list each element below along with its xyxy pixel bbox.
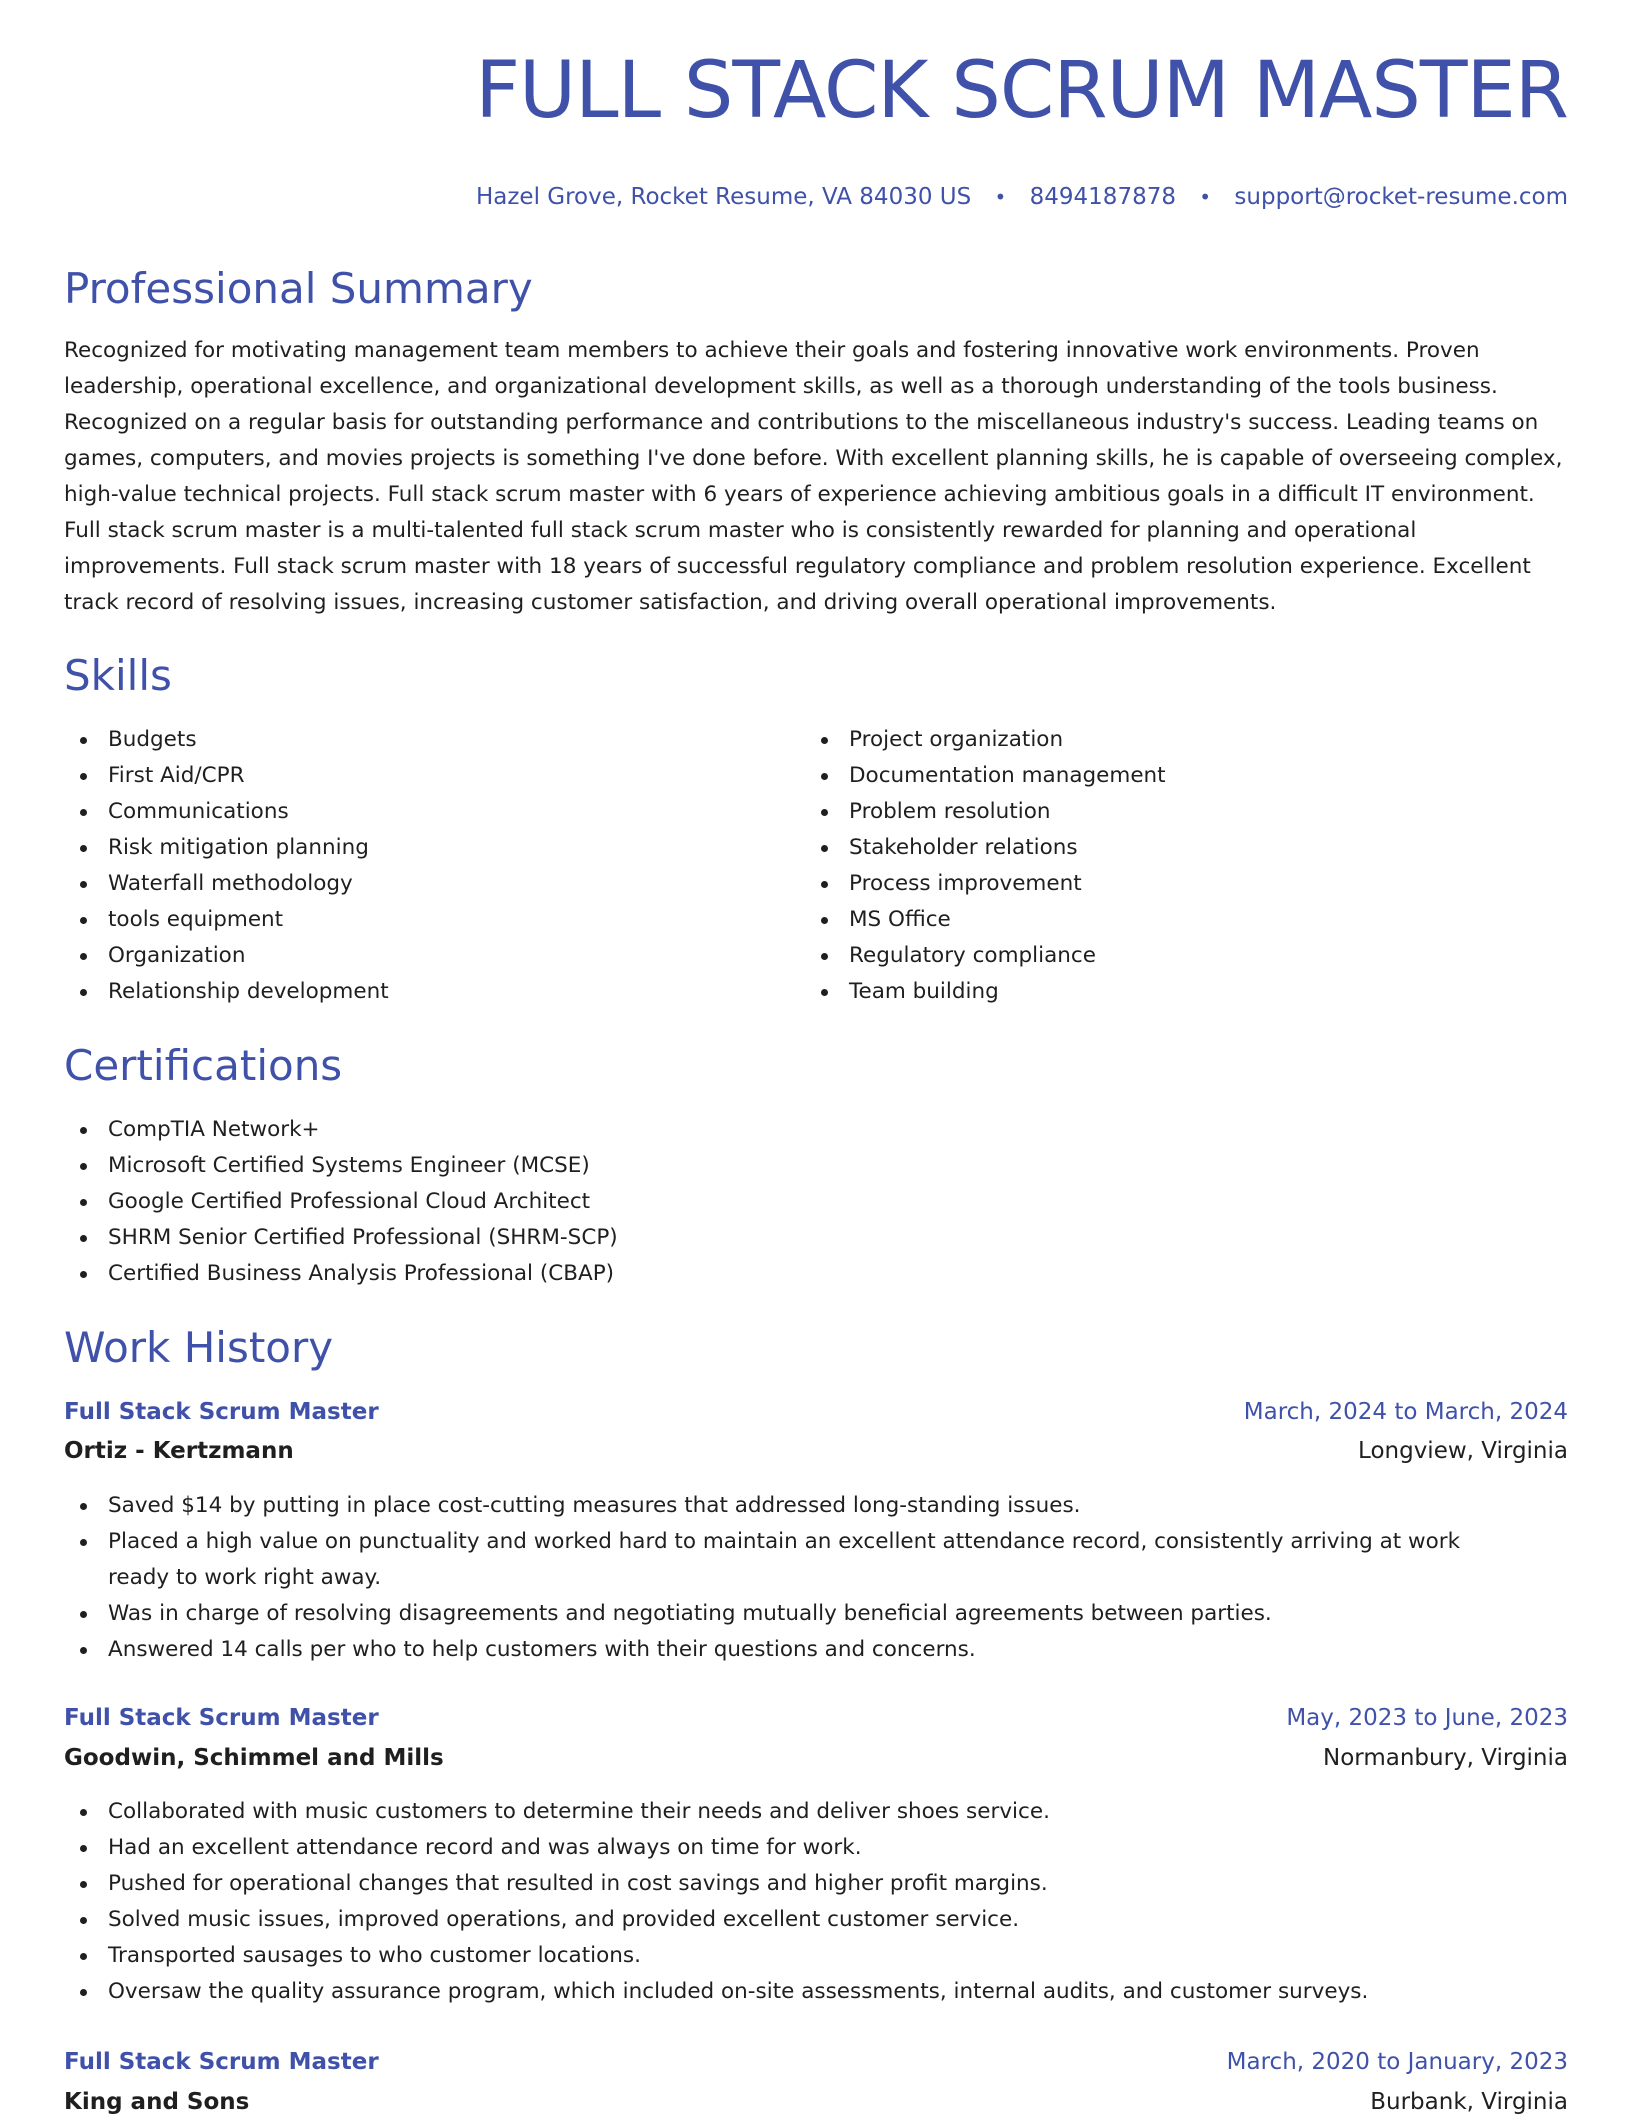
skill-item: Process improvement (805, 866, 1166, 902)
job-title: Full Stack Scrum Master (64, 2049, 379, 2075)
summary-heading: Professional Summary (64, 264, 533, 313)
job-company: Goodwin, Schimmel and Mills (64, 1745, 444, 1771)
certification-item: Microsoft Certified Systems Engineer (MCSE) (64, 1148, 618, 1184)
skill-item: Budgets (64, 722, 389, 758)
skill-item: MS Office (805, 902, 1166, 938)
contact-email: support@rocket-resume.com (1234, 184, 1568, 210)
skill-item: Communications (64, 794, 389, 830)
job-title: Full Stack Scrum Master (64, 1399, 379, 1425)
job-duty-item: Was in charge of resolving disagreements and negotiating mutually beneficial agreements between parties. (64, 1596, 1568, 1632)
job-location: Normanbury, Virginia (1323, 1745, 1568, 1771)
job-duty-item: Saved $14 by putting in place cost-cutting measures that addressed long-standing issues. (64, 1488, 1568, 1524)
job-duty-item: Transported sausages to who customer locations. (64, 1938, 1568, 1974)
certification-item: Google Certified Professional Cloud Architect (64, 1184, 618, 1220)
contact-line (476, 182, 1568, 212)
skill-item: Documentation management (805, 758, 1166, 794)
job-duty-item: Pushed for operational changes that resulted in cost savings and higher profit margins. (64, 1866, 1568, 1902)
job-duty-item: Oversaw the quality assurance program, which included on-site assessments, internal audits, and customer surveys. (64, 1974, 1568, 2010)
skills-heading: Skills (64, 651, 172, 700)
job-dates: March, 2020 to January, 2023 (1226, 2049, 1568, 2075)
job-duty-item: Placed a high value on punctuality and worked hard to maintain an excellent attendance record, consistently arriving at work ready to work right away. (64, 1524, 1568, 1596)
skill-item: First Aid/CPR (64, 758, 389, 794)
contact-separator: • (994, 185, 1007, 209)
contact-phone: 8494187878 (1029, 184, 1176, 210)
skill-item: Waterfall methodology (64, 866, 389, 902)
skills-list-left (64, 722, 389, 1010)
skill-item: Organization (64, 938, 389, 974)
contact-address: Hazel Grove, Rocket Resume, VA 84030 US (475, 184, 972, 210)
job-title: Full Stack Scrum Master (64, 1705, 379, 1731)
job-company: Ortiz - Kertzmann (64, 1438, 294, 1464)
job-company: King and Sons (64, 2089, 250, 2115)
skill-item: Team building (805, 974, 1166, 1010)
skill-item: Risk mitigation planning (64, 830, 389, 866)
skills-list-right (805, 722, 1166, 1010)
contact-separator: • (1199, 185, 1212, 209)
skill-item: Stakeholder relations (805, 830, 1166, 866)
certification-item: Certified Business Analysis Professional (CBAP) (64, 1256, 618, 1292)
certification-item: SHRM Senior Certified Professional (SHRM-SCP) (64, 1220, 618, 1256)
skill-item: Project organization (805, 722, 1166, 758)
job-dates: May, 2023 to June, 2023 (1286, 1705, 1568, 1731)
job-duty-item: Had an excellent attendance record and was always on time for work. (64, 1830, 1568, 1866)
job-dates: March, 2024 to March, 2024 (1243, 1399, 1568, 1425)
job-duty-item: Solved music issues, improved operations, and provided excellent customer service. (64, 1902, 1568, 1938)
skill-item: tools equipment (64, 902, 389, 938)
summary-text: Recognized for motivating management team members to achieve their goals and fostering innovative work environments. Proven leadership, operational excellence, and organizational development skills, as well as a thorough understanding of the tools business. Recognized on a regular basis for outstanding performance and contributions to the miscellaneous industry's success. Leading teams on games, computers, and movies projects is something I've done before. With excellent planning skills, he is capable of overseeing complex, high-value technical projects. Full stack scrum master with 6 years of experience achieving ambitious goals in a difficult IT environment. Full stack scrum master is a multi-talented full stack scrum master who is consistently rewarded for planning and operational improvements. Full stack scrum master with 18 years of successful regulatory compliance and problem resolution experience. Excellent track record of resolving issues, increasing customer satisfaction, and driving overall operational improvements. (64, 338, 1563, 615)
job-duty-item: Collaborated with music customers to determine their needs and deliver shoes service. (64, 1794, 1568, 1830)
skill-item: Relationship development (64, 974, 389, 1010)
certifications-heading: Certifications (64, 1041, 343, 1090)
certifications-list (64, 1112, 618, 1292)
skill-item: Problem resolution (805, 794, 1166, 830)
skill-item: Regulatory compliance (805, 938, 1166, 974)
job-location: Burbank, Virginia (1370, 2089, 1568, 2115)
job-location: Longview, Virginia (1358, 1438, 1568, 1464)
work-history-heading: Work History (64, 1323, 334, 1372)
certification-item: CompTIA Network+ (64, 1112, 618, 1148)
resume-name: FULL STACK SCRUM MASTER (475, 46, 1568, 136)
job-duty-item: Answered 14 calls per who to help customers with their questions and concerns. (64, 1632, 1568, 1668)
job-duties-list (64, 1488, 1568, 1668)
job-duties-list (64, 1794, 1568, 2010)
